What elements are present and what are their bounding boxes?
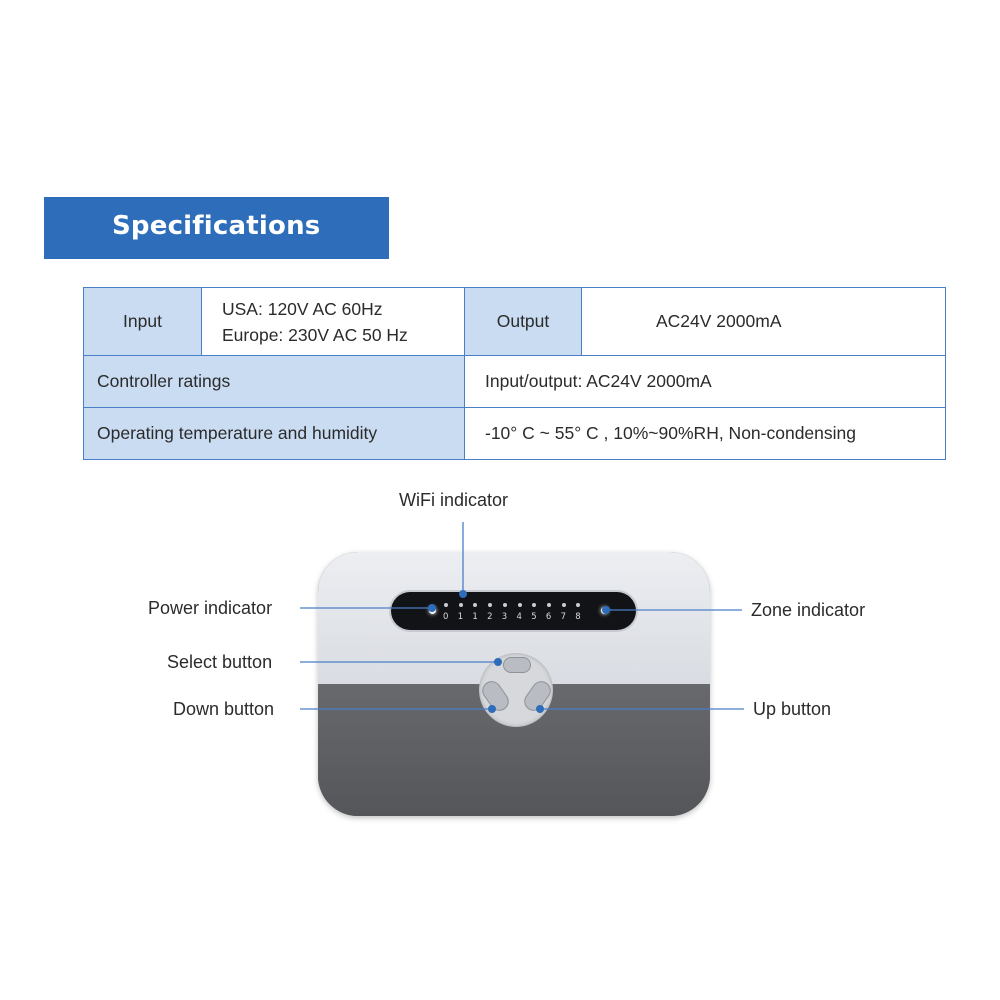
zone-led-label: 3 xyxy=(501,612,508,622)
select-button-label: Select button xyxy=(167,652,273,672)
up-callout-dot xyxy=(536,705,544,713)
ratings-label: Controller ratings xyxy=(97,371,231,391)
up-button-label: Up button xyxy=(753,699,832,719)
input-usa: USA: 120V AC 60Hz xyxy=(222,298,383,319)
power-indicator-label: Power indicator xyxy=(148,598,273,618)
specifications-title: Specifications xyxy=(112,211,321,241)
zone-led-label: 1 xyxy=(472,612,478,622)
input-europe: Europe: 230V AC 50 Hz xyxy=(222,324,408,345)
zone-led-label: 0 xyxy=(443,612,449,622)
down-callout-dot xyxy=(488,705,496,713)
select-callout-dot xyxy=(494,658,502,666)
zone-indicator-label: Zone indicator xyxy=(751,600,866,620)
zone-led-label: 5 xyxy=(531,612,537,622)
wifi-indicator-label: WiFi indicator xyxy=(399,490,509,510)
zone-callout-dot xyxy=(602,606,610,614)
output-value: AC24V 2000mA xyxy=(656,311,782,331)
wifi-callout-dot xyxy=(459,590,467,598)
down-button-label: Down button xyxy=(173,699,275,719)
input-label: Input xyxy=(123,311,162,331)
temp-value: -10° C ~ 55° C , 10%~90%RH, Non-condensing xyxy=(485,423,857,443)
zone-led-label: 6 xyxy=(545,612,552,622)
temp-label: Operating temperature and humidity xyxy=(97,423,378,443)
zone-led-label: 7 xyxy=(560,612,567,622)
zone-led-label: 1 xyxy=(457,612,464,622)
zone-led-label: 2 xyxy=(487,612,493,622)
power-callout-dot xyxy=(428,604,436,612)
output-label: Output xyxy=(496,311,550,331)
ratings-value: Input/output: AC24V 2000mA xyxy=(485,371,712,391)
zone-led-label: 8 xyxy=(575,612,581,622)
zone-led-label: 4 xyxy=(516,612,522,622)
